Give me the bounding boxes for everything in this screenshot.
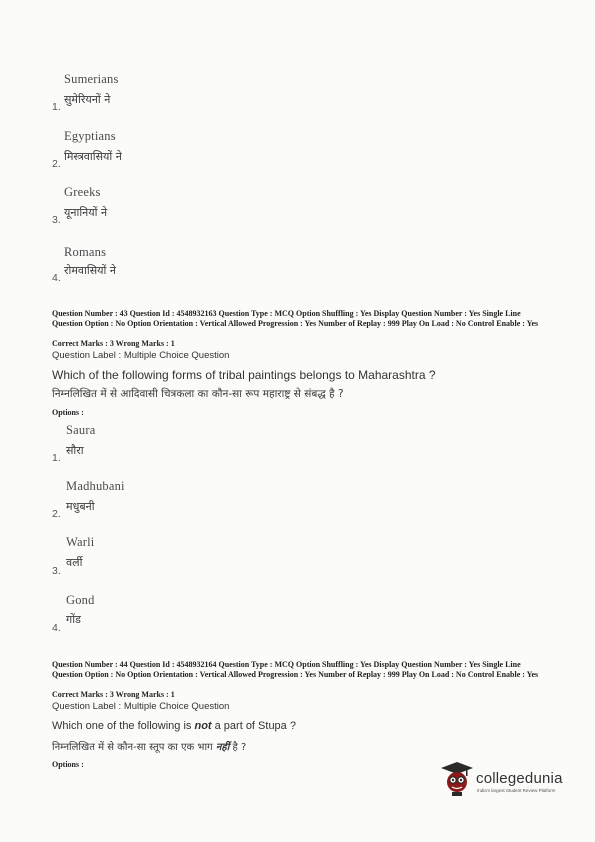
- option-2-number: 2.: [52, 508, 61, 520]
- option-2-english: Egyptians: [64, 129, 116, 143]
- option-4-hindi: रोमवासियों ने: [64, 264, 117, 277]
- option-4-number: 4.: [52, 272, 61, 284]
- option-1-english: Saura: [66, 423, 96, 437]
- option-3-english: Warli: [66, 535, 95, 549]
- question-text-hindi: निम्नलिखित में से आदिवासी चित्रकला का कौन-सा रूप महाराष्ट्र से संबद्ध है ?: [52, 388, 344, 400]
- option-3-number: 3.: [52, 214, 61, 226]
- emphasis-not: not: [194, 720, 212, 732]
- options-label: Options :: [52, 760, 84, 769]
- question-meta: Question Number : 44 Question Id : 4548932164 Question Type : MCQ Option Shuffling : Yes Display Question Number : Yes Single Line Question Option : No Option Orientation : Vertical Allowed Progression : Yes Number of Replay : 999 Play On Load : No Control Enable : Yes: [52, 660, 539, 679]
- option-2-hindi: मधुबनी: [66, 500, 95, 513]
- question-label: Question Label : Multiple Choice Question: [52, 701, 230, 712]
- option-1-hindi: सौरा: [66, 444, 84, 457]
- question-meta: Question Number : 43 Question Id : 4548932163 Question Type : MCQ Option Shuffling : Yes Display Question Number : Yes Single Line Question Option : No Option Orientation : Vertical Allowed Progression : Yes Number of Replay : 999 Play On Load : No Control Enable : Yes: [52, 309, 539, 328]
- option-3-hindi: यूनानियों ने: [64, 206, 108, 219]
- option-4-number: 4.: [52, 622, 61, 634]
- option-1-english: Sumerians: [64, 72, 119, 86]
- option-4-english: Romans: [64, 245, 107, 259]
- option-1-number: 1.: [52, 101, 61, 113]
- question-marks: Correct Marks : 3 Wrong Marks : 1: [52, 690, 175, 699]
- question-text-hindi: निम्नलिखित में से कौन-सा स्तूप का एक भाग नहीं है ?: [52, 742, 247, 753]
- logo-tagline: India's largest Student Review Platform: [477, 788, 556, 793]
- option-2-number: 2.: [52, 158, 61, 170]
- option-1-hindi: सुमेरियनों ने: [64, 93, 111, 106]
- options-label: Options :: [52, 408, 84, 417]
- option-4-hindi: गोंड: [66, 613, 81, 626]
- option-3-english: Greeks: [64, 185, 101, 199]
- question-text-english: Which of the following forms of tribal paintings belongs to Maharashtra ?: [52, 368, 436, 382]
- logo-wordmark: collegedunia: [476, 770, 563, 787]
- option-1-number: 1.: [52, 452, 61, 464]
- graduate-mascot-icon: [440, 760, 474, 798]
- emphasis-nahin: नहीं: [215, 742, 230, 753]
- question-text-english: Which one of the following is not a part of Stupa ?: [52, 720, 296, 732]
- option-3-number: 3.: [52, 565, 61, 577]
- option-2-hindi: मिस्त्रवासियों ने: [64, 150, 122, 163]
- collegedunia-logo: [440, 760, 580, 800]
- option-3-hindi: वर्ली: [66, 556, 83, 569]
- option-4-english: Gond: [66, 593, 95, 607]
- question-label: Question Label : Multiple Choice Question: [52, 350, 230, 361]
- option-2-english: Madhubani: [66, 479, 125, 493]
- question-marks: Correct Marks : 3 Wrong Marks : 1: [52, 339, 175, 348]
